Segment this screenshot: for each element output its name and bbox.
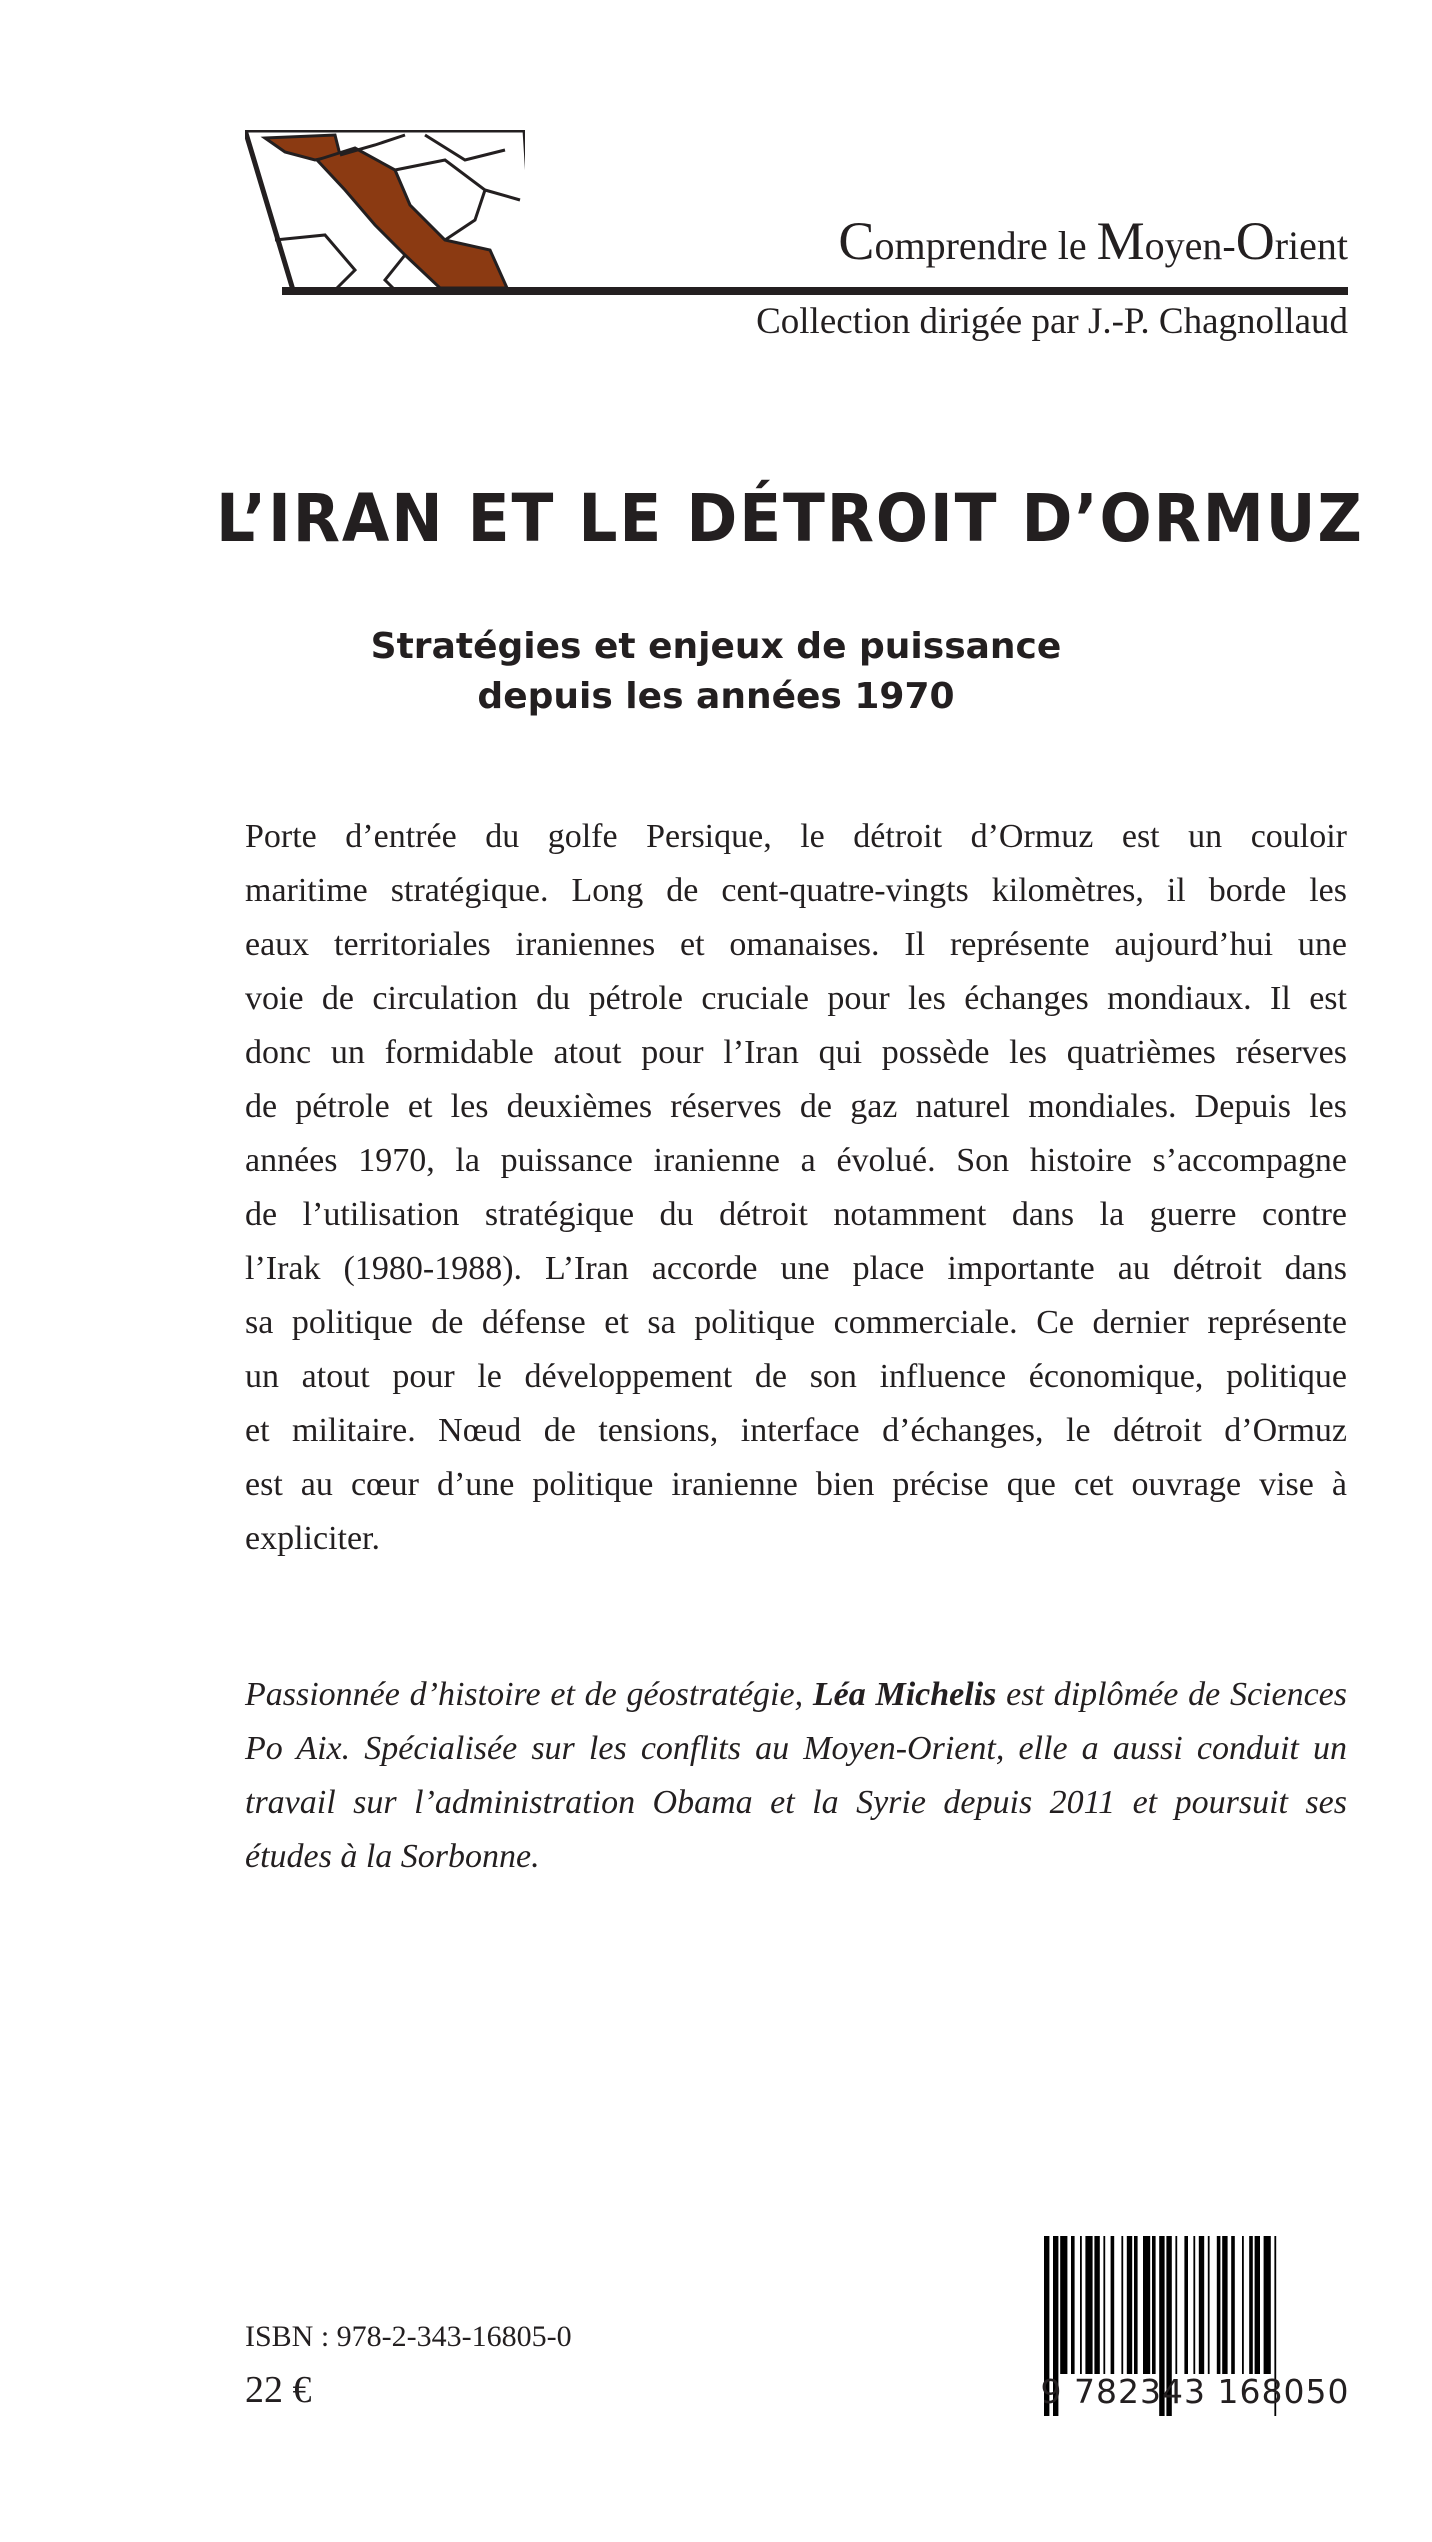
series-director: Collection dirigée par J.-P. Chagnollaud: [756, 301, 1348, 342]
barcode-bar: [1231, 2236, 1235, 2374]
subtitle-line: depuis les années 1970: [477, 676, 955, 717]
bio-line: Passionnée d’histoire et de géostratégie, Léa Michelis est diplômée de Sciences: [245, 1676, 1347, 1713]
barcode-bar: [1222, 2236, 1227, 2374]
barcode-bar: [1134, 2236, 1138, 2374]
summary-line: maritime stratégique. Long de cent-quatre-vingts kilomètres, il borde les: [245, 872, 1347, 909]
summary-line: est au cœur d’une politique iranienne bien précise que cet ouvrage vise à: [245, 1466, 1347, 1503]
barcode-bar: [1264, 2236, 1271, 2374]
barcode-bar: [1208, 2236, 1210, 2374]
bio-line: études à la Sorbonne.: [245, 1838, 540, 1875]
barcode-digits: 9 782343 168050: [1040, 2372, 1350, 2411]
bio-line: travail sur l’administration Obama et la Syrie depuis 2011 et poursuit ses: [245, 1784, 1347, 1821]
barcode-bar: [1199, 2236, 1204, 2374]
bio-line: Po Aix. Spécialisée sur les conflits au Moyen-Orient, elle a aussi conduit un: [245, 1730, 1347, 1767]
barcode-bar: [1080, 2236, 1082, 2374]
summary-line: voie de circulation du pétrole cruciale pour les échanges mondiaux. Il est: [245, 980, 1347, 1017]
summary-line: et militaire. Nœud de tensions, interface d’échanges, le détroit d’Ormuz: [245, 1412, 1347, 1449]
price: 22 €: [245, 2369, 312, 2411]
barcode-bar: [1071, 2236, 1075, 2374]
book-subtitle: [216, 622, 1216, 722]
summary-line: eaux territoriales iraniennes et omanaises. Il représente aujourd’hui une: [245, 926, 1347, 963]
barcode-bar: [1121, 2236, 1123, 2374]
series-title: Comprendre le Moyen-Orient: [838, 211, 1348, 271]
barcode-bar: [1127, 2236, 1132, 2374]
book-title: L’IRAN ET LE DÉTROIT D’ORMUZ: [216, 480, 1364, 557]
subtitle-line: Stratégies et enjeux de puissance: [370, 626, 1062, 667]
barcode-bar: [1152, 2236, 1156, 2374]
summary-line: Porte d’entrée du golfe Persique, le détroit d’Ormuz est un couloir: [245, 818, 1347, 855]
summary-line: un atout pour le développement de son influence économique, politique: [245, 1358, 1347, 1395]
middle-east-map-icon: [245, 130, 525, 295]
summary-line: l’Irak (1980-1988). L’Iran accorde une place importante au détroit dans: [245, 1250, 1347, 1287]
summary-line: de pétrole et les deuxièmes réserves de gaz naturel mondiales. Depuis les: [245, 1088, 1347, 1125]
summary-line: expliciter.: [245, 1520, 381, 1557]
barcode-bar: [1242, 2236, 1244, 2374]
barcode-bar: [1103, 2236, 1105, 2374]
summary-line: sa politique de défense et sa politique commerciale. Ce dernier représente: [245, 1304, 1347, 1341]
author-bio: [245, 1668, 1347, 1884]
barcode-bar: [1249, 2236, 1253, 2374]
barcode-bar: [1143, 2236, 1150, 2374]
barcode-bar: [1085, 2236, 1092, 2374]
back-cover-summary: [245, 810, 1347, 1566]
barcode-bar: [1094, 2236, 1099, 2374]
barcode-bar: [1184, 2236, 1188, 2374]
barcode-bar: [1217, 2236, 1221, 2374]
barcode-bar: [1255, 2236, 1260, 2374]
series-divider: [282, 287, 1348, 295]
barcode-bar: [1193, 2236, 1195, 2374]
summary-line: donc un formidable atout pour l’Iran qui possède les quatrièmes réserves: [245, 1034, 1347, 1071]
summary-line: de l’utilisation stratégique du détroit notamment dans la guerre contre: [245, 1196, 1347, 1233]
barcode-bar: [1111, 2236, 1115, 2374]
author-name: Léa Michelis: [812, 1676, 997, 1713]
barcode-bar: [1060, 2236, 1067, 2374]
summary-line: années 1970, la puissance iranienne a évolué. Son histoire s’accompagne: [245, 1142, 1347, 1179]
isbn: ISBN : 978-2-343-16805-0: [245, 2320, 572, 2353]
barcode-bar: [1175, 2236, 1177, 2374]
